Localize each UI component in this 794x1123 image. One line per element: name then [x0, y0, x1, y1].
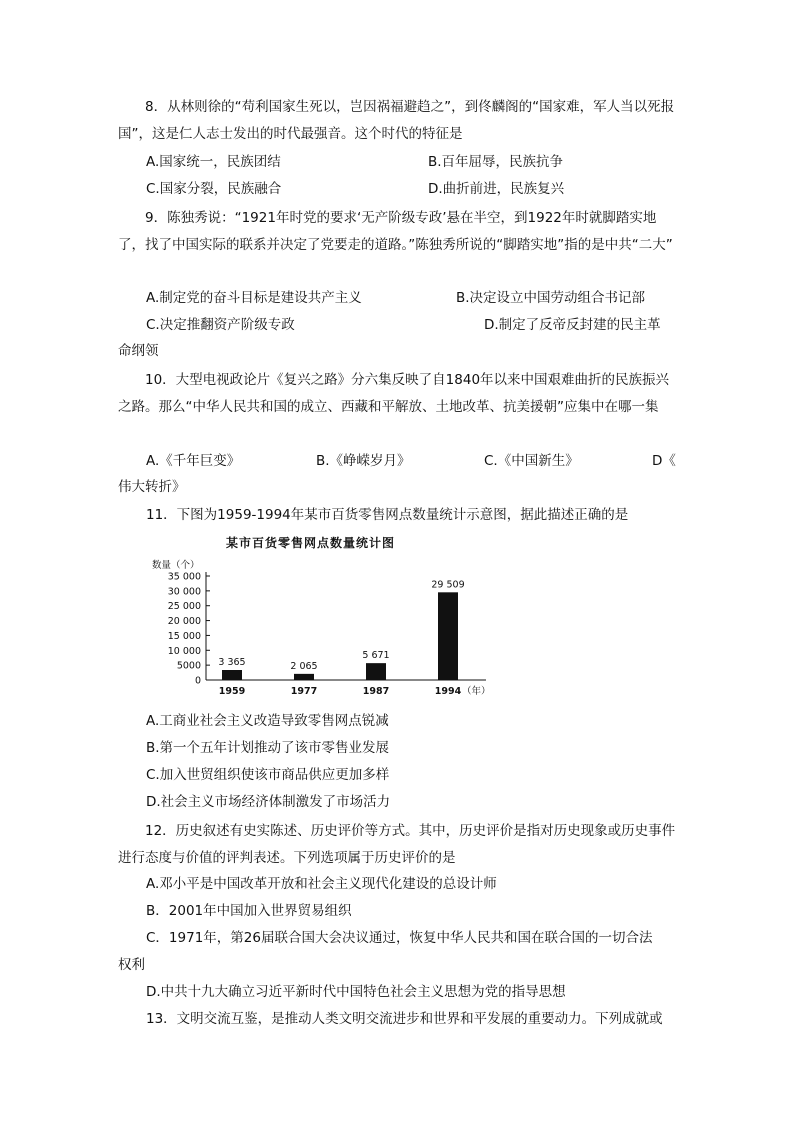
bar — [366, 663, 386, 680]
question-12-option-a: A.邓小平是中国改革开放和社会主义现代化建设的总设计师 — [146, 876, 497, 892]
question-9-option-c: C.决定推翻资产阶级专政 — [146, 317, 295, 333]
y-tick-label: 15 000 — [167, 630, 201, 642]
question-9-option-b: B.决定设立中国劳动组合书记部 — [456, 290, 646, 306]
question-11-stem: 11．下图为1959-1994年某市百货零售网点数量统计示意图，据此描述正确的是 — [146, 507, 629, 523]
question-11-option-d: D.社会主义市场经济体制激发了市场活力 — [146, 794, 391, 810]
question-8-option-d: D.曲折前进，民族复兴 — [428, 181, 565, 197]
question-8-option-b: B.百年屈辱，民族抗争 — [428, 154, 564, 170]
question-10-option-d-continued: 伟大转折》 — [118, 479, 186, 495]
question-9-stem: 9．陈独秀说：“1921年时党的要求‘无产阶级专政’悬在半空，到1922年时就脚踏实地了，找了中国实际的联系并决定了党要走的道路。”陈独秀所说的“脚踏实地”指的是中共“二大” — [118, 210, 673, 253]
question-11-option-c: C.加入世贸组织使该市商品供应更加多样 — [146, 767, 390, 783]
question-12-option-c-continued: 权利 — [118, 957, 145, 973]
question-11-option-b: B.第一个五年计划推动了该市零售业发展 — [146, 740, 390, 756]
question-8-stem: 8．从林则徐的“苟利国家生死以，岂因祸福避趋之”，到佟麟阁的“国家难，军人当以死报国”，这是仁人志士发出的时代最强音。这个时代的特征是 — [118, 99, 675, 142]
x-tick-label: 1994 — [434, 686, 462, 697]
question-10-option-d: D《 — [652, 453, 676, 469]
question-11-option-a: A.工商业社会主义改造导致零售网点锐减 — [146, 713, 389, 729]
question-8-option-a: A.国家统一，民族团结 — [146, 154, 281, 170]
retail-outlets-bar-chart — [140, 552, 500, 702]
question-10-option-b: B.《峥嵘岁月》 — [316, 453, 411, 469]
bar-value-label: 29 509 — [431, 579, 465, 591]
x-axis-label: （年） — [462, 686, 491, 697]
y-tick-label: 25 000 — [167, 601, 201, 613]
question-8-option-c: C.国家分裂，民族融合 — [146, 181, 282, 197]
question-12-option-b: B．2001年中国加入世界贸易组织 — [146, 903, 352, 919]
x-tick-label: 1977 — [290, 686, 318, 697]
question-10-option-c: C.《中国新生》 — [484, 453, 579, 469]
bar — [438, 592, 458, 680]
question-9-option-d: D.制定了反帝反封建的民主革 — [484, 317, 661, 333]
y-tick-label: 5000 — [176, 660, 201, 672]
bar-value-label: 5 671 — [362, 650, 390, 662]
y-tick-label: 20 000 — [167, 616, 201, 628]
question-12-option-c: C．1971年，第26届联合国大会决议通过，恢复中华人民共和国在联合国的一切合法 — [146, 930, 653, 946]
y-tick-label: 30 000 — [167, 586, 201, 598]
y-tick-label: 35 000 — [167, 571, 201, 583]
bar — [222, 670, 242, 680]
question-10-option-a: A.《千年巨变》 — [146, 453, 241, 469]
bar-value-label: 2 065 — [290, 660, 318, 672]
question-12-option-d: D.中共十九大确立习近平新时代中国特色社会主义思想为党的指导思想 — [146, 984, 566, 1000]
question-10-stem: 10．大型电视政论片《复兴之路》分六集反映了自1840年以来中国艰难曲折的民族振兴之路。那么“中华人民共和国的成立、西藏和平解放、土地改革、抗美援朝”应集中在哪一集 — [118, 372, 670, 415]
chart-title: 某市百货零售网点数量统计图 — [226, 536, 396, 550]
bar-value-label: 3 365 — [218, 657, 246, 669]
x-tick-label: 1959 — [218, 686, 246, 697]
y-axis-label: 数量（个） — [152, 560, 200, 571]
question-9-option-a: A.制定党的奋斗目标是建设共产主义 — [146, 290, 362, 306]
bar — [294, 674, 314, 680]
y-tick-label: 10 000 — [167, 645, 201, 657]
x-tick-label: 1987 — [362, 686, 390, 697]
question-12-stem: 12．历史叙述有史实陈述、历史评价等方式。其中，历史评价是指对历史现象或历史事件进行态度与价值的评判表述。下列选项属于历史评价的是 — [118, 823, 676, 866]
question-13-stem: 13．文明交流互鉴，是推动人类文明交流进步和世界和平发展的重要动力。下列成就或 — [146, 1011, 663, 1027]
y-tick-label: 0 — [194, 675, 201, 687]
question-9-option-d-continued: 命纲领 — [118, 343, 159, 359]
